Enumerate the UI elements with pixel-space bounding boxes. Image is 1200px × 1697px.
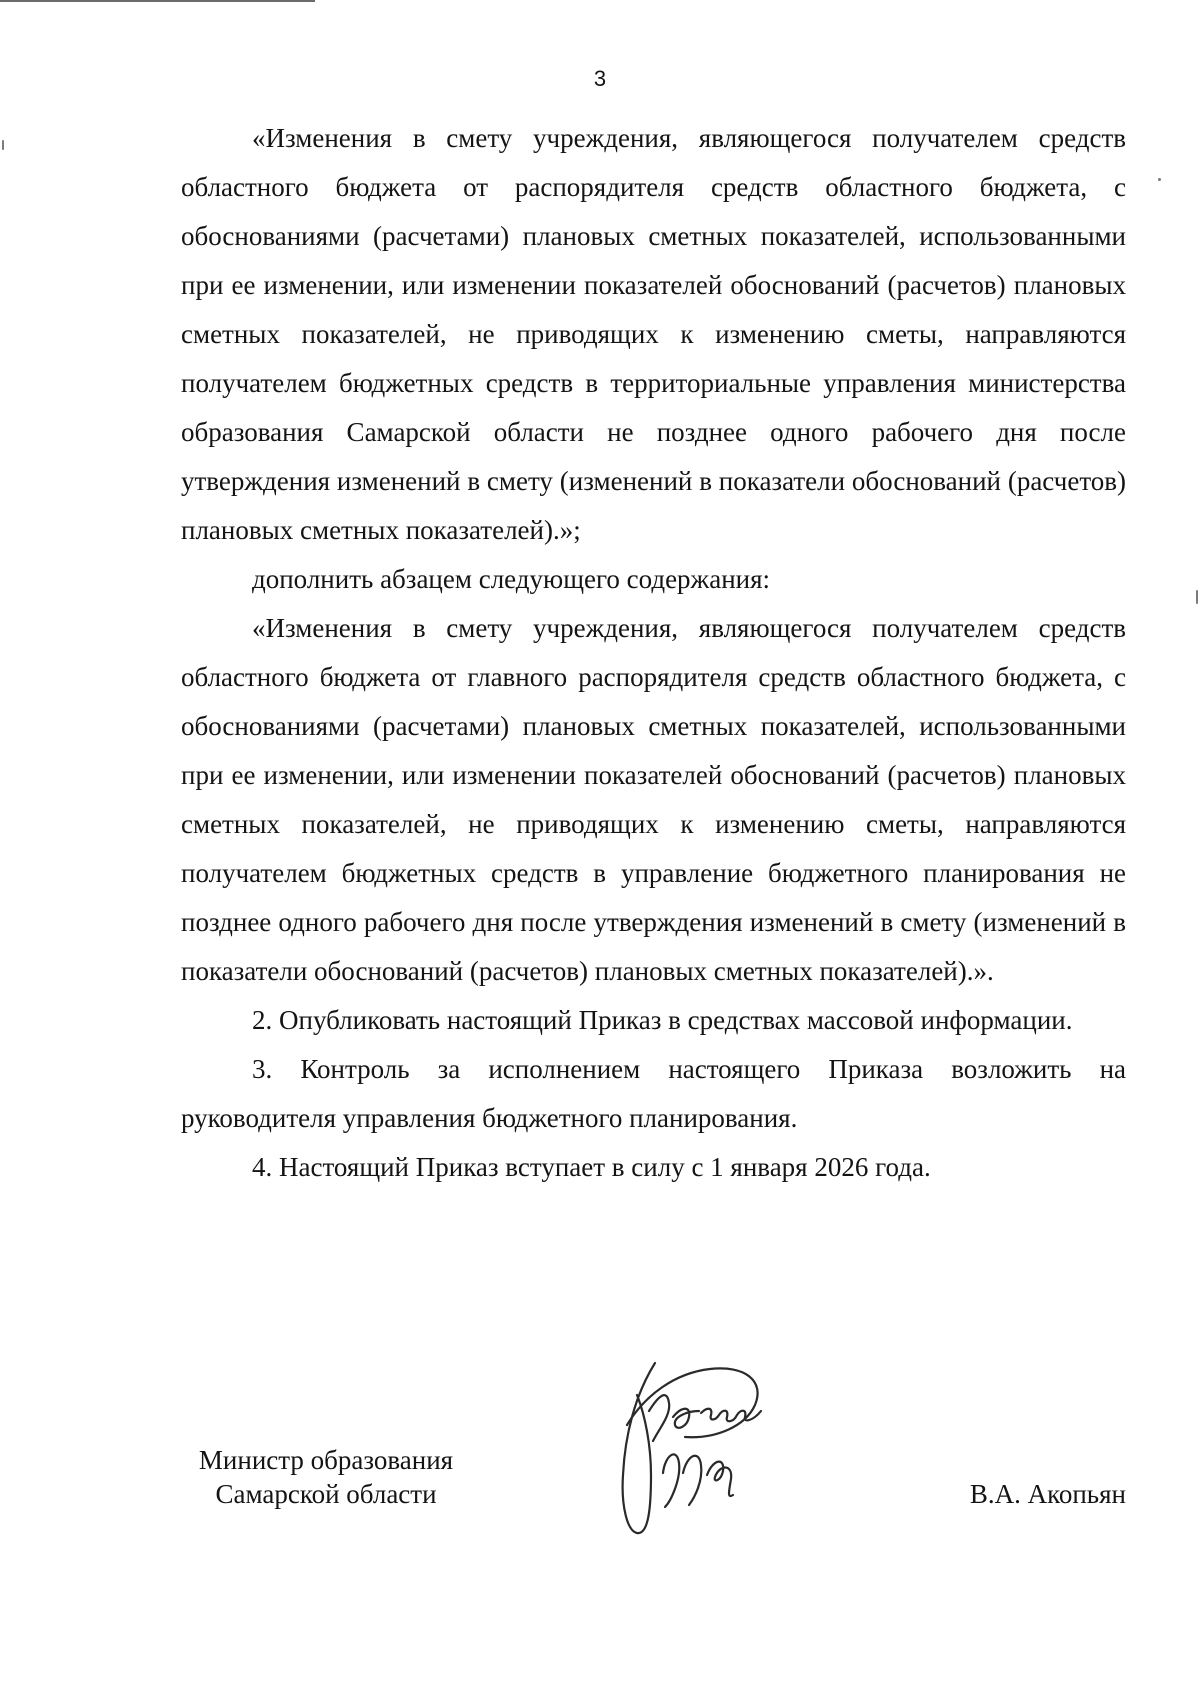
signer-position <box>186 1443 466 1511</box>
signer-name: В.А. Акопьян <box>969 1479 1126 1509</box>
document-body <box>181 114 1126 1192</box>
page-number: 3 <box>593 66 607 91</box>
paragraph-item-3-control: 3. Контроль за исполнением настоящего Приказа возложить на руководителя управления бюджетного планирования. <box>181 1054 1126 1133</box>
paragraph-item-2-publication: 2. Опубликовать настоящий Приказ в средствах массовой информации. <box>252 1005 1073 1035</box>
scan-edge-line <box>0 0 315 2</box>
signer-position-line-2: Самарской области <box>215 1479 437 1509</box>
handwritten-signature-icon <box>615 1355 820 1540</box>
paragraph-item-4-effective-date: 4. Настоящий Приказ вступает в силу с 1 января 2026 года. <box>252 1152 931 1182</box>
signer-position-line-1: Министр образования <box>198 1445 454 1475</box>
scan-speck <box>2 140 4 150</box>
paragraph-amendment-quote-1: «Изменения в смету учреждения, являющегося получателем средств областного бюджета от распорядителя средств областного бюджета, с обоснованиями (расчетами) плановых сметных показателей, использованными при ее изменении, или изменении показателей обоснований (расчетов) плановых сметных показателей, не приводящих к изменению сметы, направляются получателем бюджетных средств в территориальные управления министерства образования Самарской области не позднее одного рабочего дня после утверждения изменений в смету (изменений в показатели обоснований (расчетов) плановых сметных показателей).»; <box>181 123 1126 545</box>
scan-speck <box>1158 178 1161 181</box>
paragraph-amendment-quote-2: «Изменения в смету учреждения, являющегося получателем средств областного бюджета от главного распорядителя средств областного бюджета, с обоснованиями (расчетами) плановых сметных показателей, использованными при ее изменении, или изменении показателей обоснований (расчетов) плановых сметных показателей, не приводящих к изменению сметы, направляются получателем бюджетных средств в управление бюджетного планирования не позднее одного рабочего дня после утверждения изменений в смету (изменений в показатели обоснований (расчетов) плановых сметных показателей).». <box>181 613 1126 986</box>
scan-speck <box>1196 590 1198 604</box>
paragraph-supplement-intro: дополнить абзацем следующего содержания: <box>252 564 771 594</box>
